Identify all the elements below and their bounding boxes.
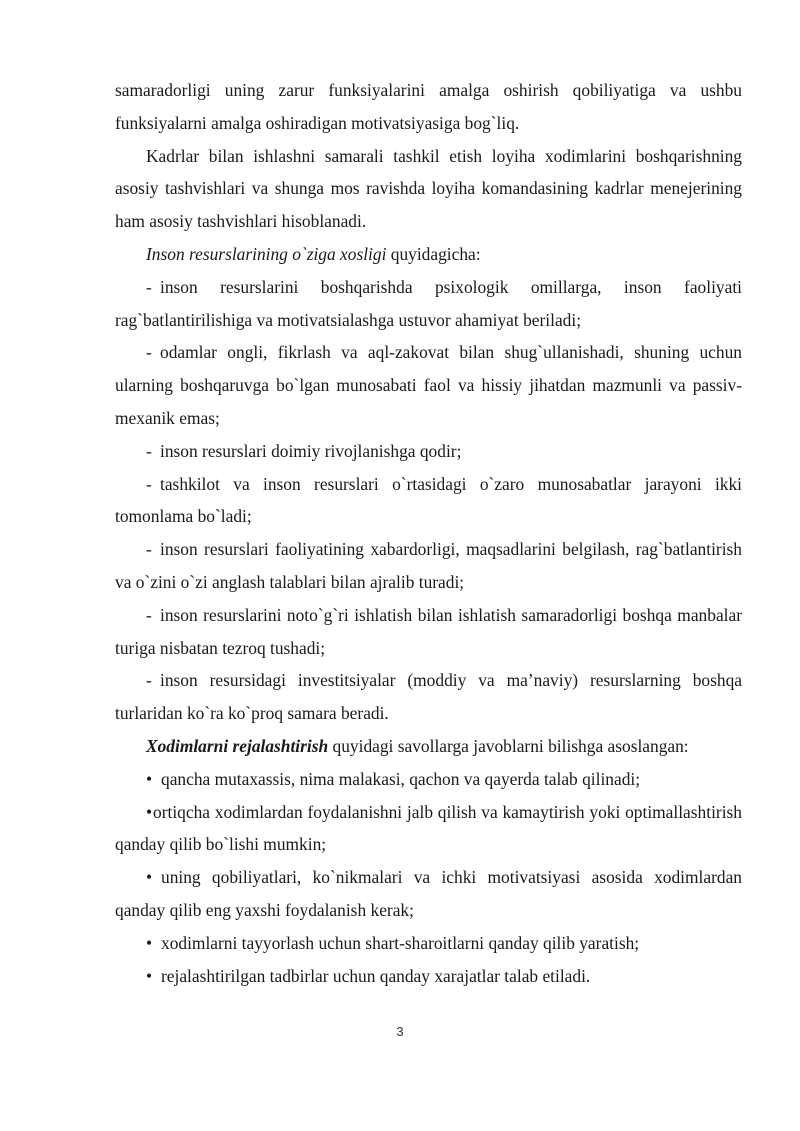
dash-list-item (115, 533, 742, 599)
bullet-list-item (115, 763, 742, 796)
inson-heading-italic: Inson resurslarining o`ziga xosligi (146, 243, 387, 264)
dash-list-item (115, 435, 742, 468)
bullet-item-text: ortiqcha xodimlardan foydalanishni jalb qilish va kamaytirish yoki optimallashtirish qanday qilib bo`lishi mumkin; (115, 801, 742, 855)
paragraph-inson-heading (115, 238, 742, 271)
paragraph-xodim-heading (115, 730, 742, 763)
inson-heading-rest: quyidagicha: (386, 243, 481, 264)
paragraph-kadrlar: Kadrlar bilan ishlashni samarali tashkil etish loyiha xodimlarini boshqarishning asosiy tashvishlari va shunga mos ravishda loyiha komandasining kadrlar menejerining ham asosiy tashvishlari hisoblanadi. (115, 145, 742, 232)
dash-marker: - (146, 473, 152, 494)
xodim-heading-bold: Xodimlarni rejalashtirish (146, 735, 329, 756)
dash-item-text: odamlar ongli, fikrlash va aql-zakovat bilan shug`ullanishadi, shuning uchun ularning boshqaruvga bo`lgan munosabati faol va hissiy jihatdan mazmunli va passiv-mexanik emas; (115, 342, 742, 428)
bullet-list-item (115, 796, 742, 862)
bullet-marker: • (146, 768, 153, 789)
dash-item-text: inson resurslari faoliyatining xabardorligi, maqsadlarini belgilash, rag`batlantirish va o`zini o`zi anglash talablari bilan ajralib turadi; (115, 539, 742, 592)
dash-item-text: inson resurslarini boshqarishda psixologik omillarga, inson faoliyati rag`batlantirilishiga va motivatsialashga ustuvor ahamiyat beriladi; (115, 276, 742, 330)
dash-list-item (115, 664, 742, 730)
dash-item-text: tashkilot va inson resurslari o`rtasidagi o`zaro munosabatlar jarayoni ikki tomonlama bo`ladi; (115, 473, 742, 527)
bullet-item-text: uning qobiliyatlari, ko`nikmalari va ichki motivatsiyasi asosida xodimlardan qanday qilib eng yaxshi foydalanish kerak; (115, 867, 742, 920)
dash-marker: - (146, 276, 152, 297)
bullet-item-text: rejalashtirilgan tadbirlar uchun qanday xarajatlar talab etiladi. (161, 965, 591, 986)
xodim-heading-rest: quyidagi savollarga javoblarni bilishga asoslangan: (328, 735, 689, 756)
bullet-marker: • (146, 867, 153, 888)
bullet-item-text: xodimlarni tayyorlash uchun shart-sharoitlarni qanday qilib yaratish; (161, 932, 640, 953)
dash-list-item (115, 599, 742, 665)
dash-marker: - (146, 440, 152, 461)
dash-marker: - (146, 539, 152, 560)
bullet-item-text: qancha mutaxassis, nima malakasi, qachon va qayerda talab qilinadi; (161, 768, 641, 789)
paragraph-continuation: samaradorligi uning zarur funksiyalarini amalga oshirish qobiliyatiga va ushbu funksiyalarni amalga oshiradigan motivatsiyasiga bog`liq. (115, 80, 742, 133)
document-page (115, 74, 742, 992)
bullet-marker: • (146, 801, 153, 822)
page-number: 3 (396, 1024, 404, 1039)
dash-marker: - (146, 604, 152, 625)
dash-item-text: inson resurslarini noto`g`ri ishlatish bilan ishlatish samaradorligi boshqa manbalar turiga nisbatan tezroq tushadi; (115, 604, 742, 658)
bullet-marker: • (146, 965, 153, 986)
bullet-list-item (115, 927, 742, 960)
dash-item-text: inson resurslari doimiy rivojlanishga qodir; (160, 440, 462, 461)
dash-list-item (115, 271, 742, 337)
bullet-list-item (115, 960, 742, 993)
dash-item-text: inson resursidagi investitsiyalar (moddiy va ma’naviy) resurslarning boshqa turlaridan ko`ra ko`proq samara beradi. (115, 670, 742, 724)
bullet-marker: • (146, 932, 153, 953)
dash-marker: - (146, 670, 152, 691)
dash-marker: - (146, 342, 152, 363)
bullet-list-item (115, 861, 742, 927)
dash-list-item (115, 468, 742, 534)
dash-list-item (115, 336, 742, 434)
